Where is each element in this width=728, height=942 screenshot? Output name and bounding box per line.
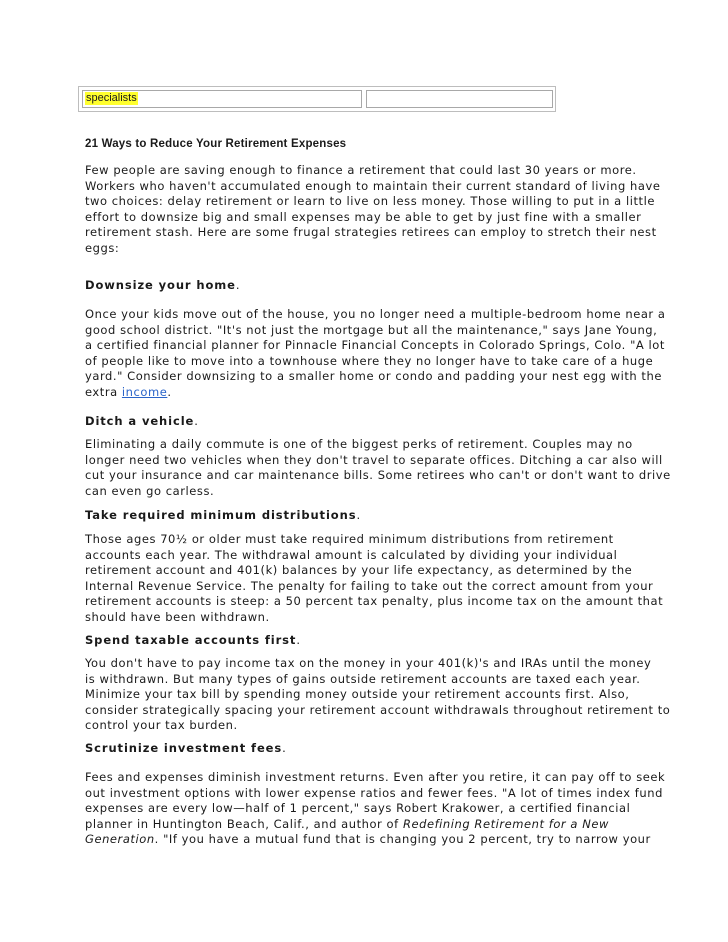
heading-text: Ditch a vehicle [85, 414, 195, 428]
text-line [85, 832, 655, 848]
text-line: Once your kids move out of the house, you no longer need a multiple-bedroom home near a [85, 307, 666, 321]
text-line: control your tax burden. [85, 718, 238, 733]
text-line [85, 385, 655, 401]
text-line: Eliminating a daily commute is one of the biggest perks of retirement. Couples may no [85, 437, 633, 451]
section-paragraph [85, 307, 666, 401]
text-line: good school district. "It's not just the mortgage but all the maintenance," says Jane Young, [85, 322, 658, 337]
text-line: retirement stash. Here are some frugal strategies retirees can employ to stretch their nest [85, 225, 657, 240]
text-line: effort to downsize big and small expenses may be able to get by just fine with a smaller [85, 209, 642, 224]
text-line: Internal Revenue Service. The penalty for failing to take out the correct amount from your [85, 578, 654, 593]
heading-text: Spend taxable accounts first [85, 633, 297, 647]
text-line: cut your insurance and car maintenance bills. Some retirees who can't or don't want to drive [85, 468, 671, 483]
text-line [85, 817, 655, 833]
text-line: eggs: [85, 240, 120, 255]
header-table [78, 86, 556, 112]
table-cell [366, 90, 553, 108]
text-line: retirement accounts is steep: a 50 percent tax penalty, plus income tax on the amount that [85, 594, 664, 609]
text-fragment: . "If you have a mutual fund that is changing you 2 percent, try to narrow your [154, 832, 651, 847]
section-paragraph [85, 532, 664, 626]
heading-period: . [296, 633, 301, 647]
text-line: should have been withdrawn. [85, 609, 270, 624]
section-heading [85, 508, 361, 523]
text-line: Fees and expenses diminish investment returns. Even after you retire, it can pay off to seek [85, 770, 666, 784]
text-fragment: extra [85, 384, 122, 399]
text-line: a certified financial planner for Pinnacle Financial Concepts in Colorado Springs, Colo. "A lot [85, 338, 665, 353]
text-line: out investment options with lower expense ratios and fewer fees. "A lot of times index fund [85, 785, 663, 800]
text-line: expenses are every low—half of 1 percent," says Robert Krakower, a certified financial [85, 801, 631, 816]
text-line: consider strategically spacing your retirement account withdrawals throughout retirement to [85, 702, 671, 717]
book-title: Generation [85, 832, 155, 847]
text-line: Few people are saving enough to finance a retirement that could last 30 years or more. [85, 163, 637, 177]
text-fragment: . [167, 384, 172, 399]
text-line: of people like to move into a townhouse where they no longer have to take care of a huge [85, 353, 654, 368]
heading-text: Scrutinize investment fees [85, 741, 283, 755]
book-title: Redefining Retirement for a New [402, 816, 609, 831]
text-line: is withdrawn. But many types of gains outside retirement accounts are taxed each year. [85, 671, 641, 686]
article-title: 21 Ways to Reduce Your Retirement Expenses [85, 138, 347, 150]
section-paragraph [85, 770, 666, 848]
intro-paragraph [85, 163, 661, 257]
section-heading [85, 741, 287, 756]
text-line: Minimize your tax bill by spending money outside your retirement accounts first. Also, [85, 687, 630, 702]
text-line: retirement account and 401(k) balances by your life expectancy, as determined by the [85, 563, 633, 578]
text-line: Those ages 70½ or older must take required minimum distributions from retirement [85, 532, 614, 546]
highlighted-text: specialists [86, 92, 137, 104]
section-heading [85, 278, 240, 293]
text-line: yard." Consider downsizing to a smaller home or condo and padding your nest egg with the [85, 369, 662, 384]
heading-text: Take required minimum distributions [85, 508, 357, 522]
text-line: Workers who haven't accumulated enough to maintain their current standard of living have [85, 178, 661, 193]
section-heading [85, 414, 199, 429]
section-heading [85, 633, 301, 648]
section-paragraph [85, 656, 671, 734]
section-paragraph [85, 437, 671, 499]
table-cell [82, 90, 362, 108]
income-link[interactable]: income [121, 384, 168, 399]
heading-period: . [194, 414, 199, 428]
text-line: longer need two vehicles when they don't travel to separate offices. Ditching a car also will [85, 452, 663, 467]
text-line: two choices: delay retirement or learn to live on less money. Those willing to put in a little [85, 194, 655, 209]
text-fragment: planner in Huntington Beach, Calif., and author of [85, 816, 403, 831]
heading-period: . [235, 278, 241, 292]
text-line: can even go carless. [85, 483, 215, 498]
text-line: accounts each year. The withdrawal amount is calculated by dividing your individual [85, 547, 618, 562]
heading-period: . [282, 741, 287, 755]
heading-text: Downsize your home [85, 278, 236, 292]
heading-period: . [356, 508, 361, 522]
text-line: You don't have to pay income tax on the money in your 401(k)'s and IRAs until the money [85, 656, 652, 670]
